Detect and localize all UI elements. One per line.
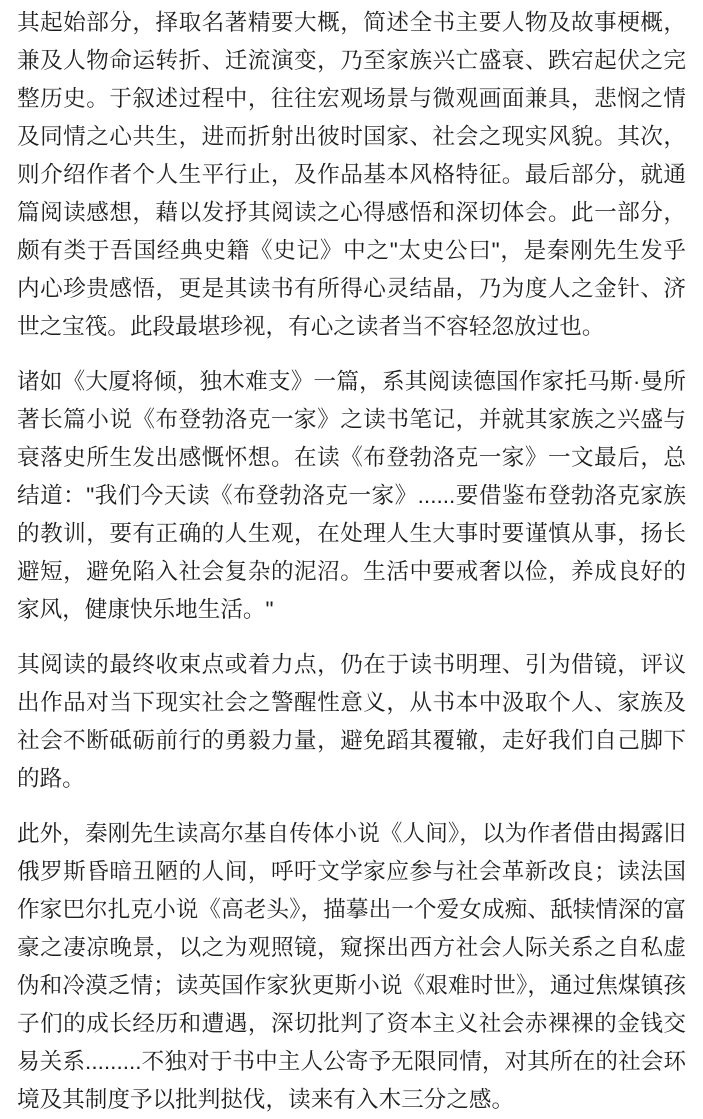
paragraph-4: 此外，秦刚先生读高尔基自传体小说《人间》，以为作者借由揭露旧俄罗斯昏暗丑陋的人间，呼吁文学家应参与社会革新改良；读法国作家巴尔扎克小说《高老头》，描摹出一个爱女成痴、舐犊情深的富豪之凄凉晚景，以之为观照镜，窥探出西方社会人际关系之自私虚伪和冷漠乏情；读英国作家狄更斯小说《艰难时世》，通过焦煤镇孩子们的成长经历和遭遇，深切批判了资本主义社会赤裸裸的金钱交易关系.........不独对于书中主人公寄予无限同情，对其所在的社会环境及其制度予以批判挞伐，读来有入木三分之感。 [17,821,686,1112]
paragraph-2: 诸如《大厦将倾，独木难支》一篇，系其阅读德国作家托马斯·曼所著长篇小说《布登勃洛克一家》之读书笔记，并就其家族之兴盛与衰落史所生发出感慨怀想。在读《布登勃洛克一家》一文最后，总结道："我们今天读《布登勃洛克一家》......要借鉴布登勃洛克家族的教训，要有正确的人生观，在处理人生大事时要谨慎从事，扬长避短，避免陷入社会复杂的泥沼。生活中要戒奢以俭，养成良好的家风，健康快乐地生活。" [17,369,686,622]
paragraph-3: 其阅读的最终收束点或着力点，仍在于读书明理、引为借镜，评议出作品对当下现实社会之警醒性意义，从书本中汲取个人、家族及社会不断砥砺前行的勇毅力量，避免蹈其覆辙，走好我们自己脚下的路。 [17,652,686,791]
paragraph-1: 其起始部分，择取名著精要大概，简述全书主要人物及故事梗概，兼及人物命运转折、迁流演变，乃至家族兴亡盛衰、跌宕起伏之完整历史。于叙述过程中，往往宏观场景与微观画面兼具，悲悯之情及同情之心共生，进而折射出彼时国家、社会之现实风貌。其次，则介绍作者个人生平行止，及作品基本风格特征。最后部分，就通篇阅读感想，藉以发抒其阅读之心得感悟和深切体会。此一部分，颇有类于吾国经典史籍《史记》中之"太史公曰"，是秦刚先生发乎内心珍贵感悟，更是其读书有所得心灵结晶，乃为度人之金针、济世之宝筏。此段最堪珍视，有心之读者当不容轻忽放过也。 [17,10,686,339]
